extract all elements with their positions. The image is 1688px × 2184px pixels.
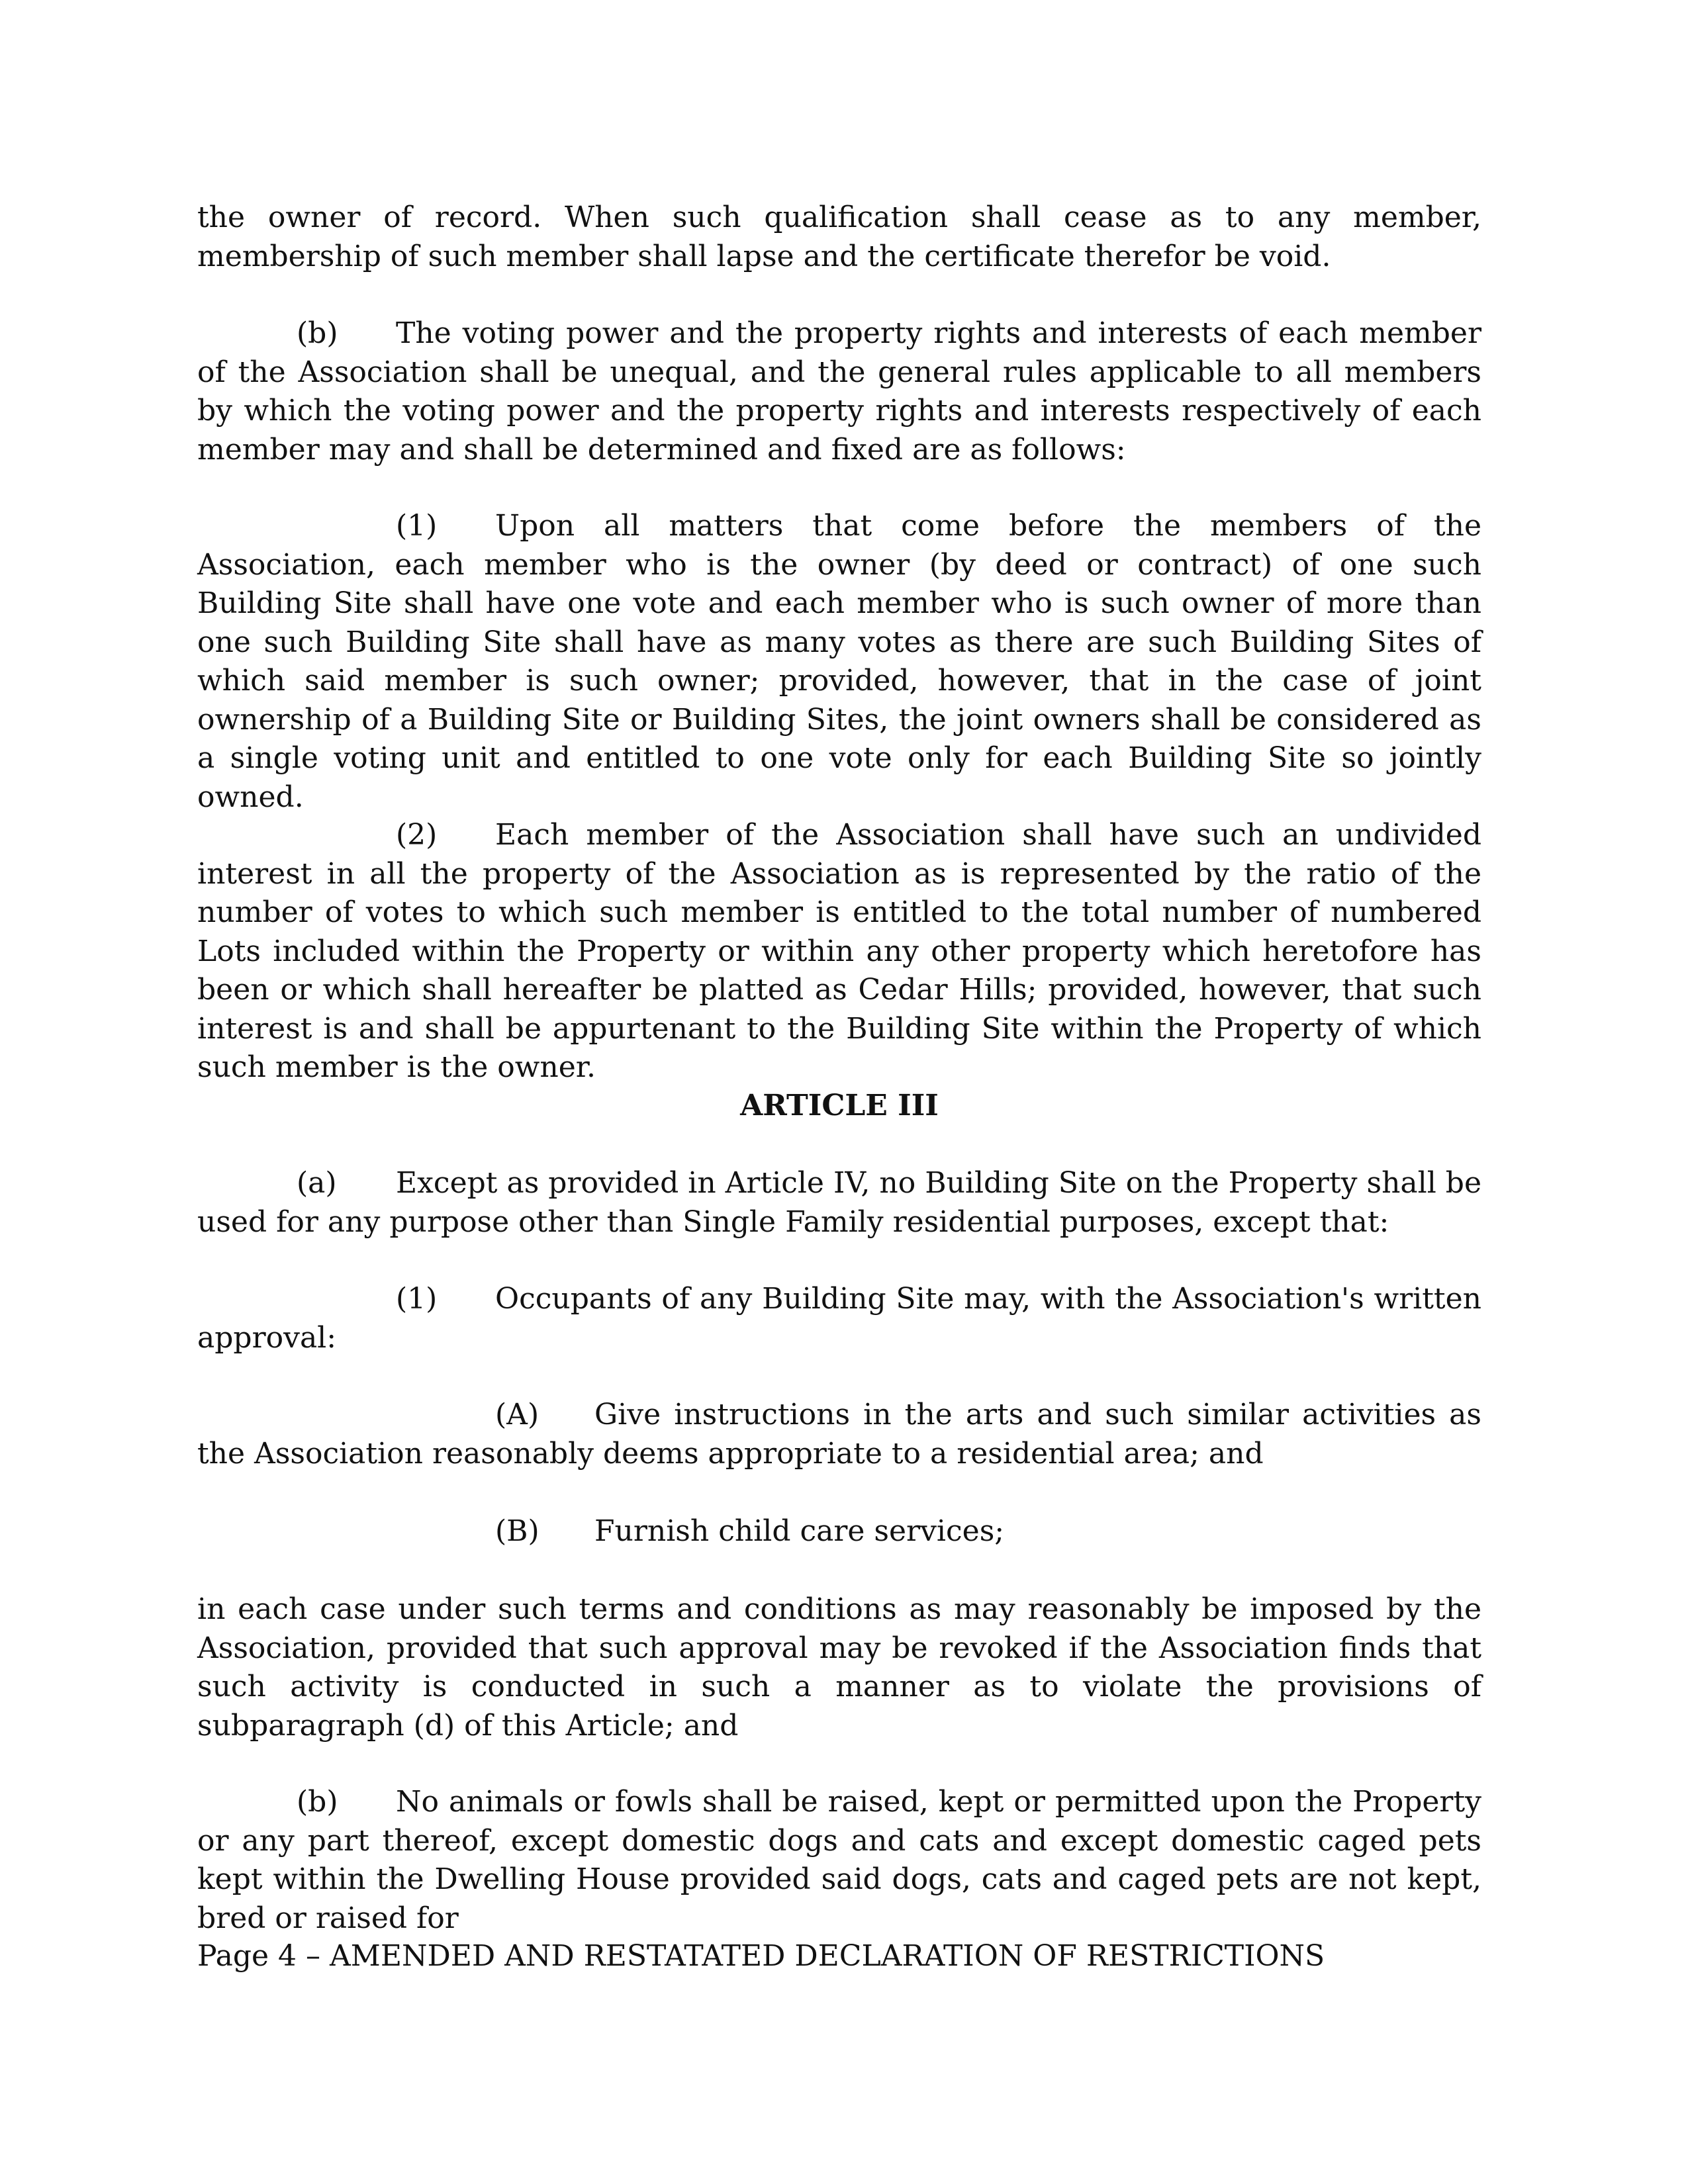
paragraph-A-instructions: (A) Give instructions in the arts and such similar activities as the Association reasonably deems appropriate to a residential area; and: [197, 1396, 1481, 1473]
paragraph-B-child-care: (B) Furnish child care services;: [197, 1512, 1481, 1551]
page-footer: Page 4 – AMENDED AND RESTATATED DECLARATION OF RESTRICTIONS: [197, 1939, 1325, 1973]
item-label: (a): [297, 1166, 337, 1200]
item-label: (B): [495, 1514, 539, 1548]
item-label: (b): [297, 316, 338, 350]
paragraph-b-animals: (b) No animals or fowls shall be raised, kept or permitted upon the Property or any part thereof, except domestic dogs and cats and except domestic caged pets kept within the Dwelling House provided said dogs, cats and caged pets are not kept, bred or raised for: [197, 1783, 1481, 1938]
paragraph-terms-conditions: in each case under such terms and conditions as may reasonably be imposed by the Association, provided that such approval may be revoked if the Association finds that such activity is conducted in such a manner as to violate the provisions of subparagraph (d) of this Article; and: [197, 1592, 1481, 1743]
item-label: (b): [297, 1785, 338, 1819]
item-label: (1): [396, 1282, 438, 1316]
paragraph-1-occupants: (1) Occupants of any Building Site may, with the Association's written approval:: [197, 1280, 1481, 1357]
item-label: (A): [495, 1398, 539, 1432]
paragraph-b-voting-power: (b) The voting power and the property rights and interests of each member of the Association shall be unequal, and the general rules applicable to all members by which the voting power and the property rights and interests respectively of each member may and shall be determined and fixed are as follows:: [197, 314, 1481, 469]
item-label: (2): [396, 818, 438, 852]
paragraph-2-undivided-interest: (2) Each member of the Association shall have such an undivided interest in all the property of the Association as is represented by the ratio of the number of votes to which such member is entitled to the total number of numbered Lots included within the Property or within any other property which heretofore has been or which shall hereafter be platted as Cedar Hills; provided, however, that such interest is and shall be appurtenant to the Building Site within the Property of which such member is the owner.: [197, 816, 1481, 1087]
paragraph-a-building-site: (a) Except as provided in Article IV, no Building Site on the Property shall be used for any purpose other than Single Family residential purposes, except that:: [197, 1164, 1481, 1242]
paragraph-1-matters: (1) Upon all matters that come before the members of the Association, each member who is the owner (by deed or contract) of one such Building Site shall have one vote and each member who is such owner of more than one such Building Site shall have as many votes as there are such Building Sites of which said member is such owner; provided, however, that in the case of joint ownership of a Building Site or Building Sites, the joint owners shall be considered as a single voting unit and entitled to one vote only for each Building Site so jointly owned.: [197, 507, 1481, 817]
item-label: (1): [396, 509, 438, 543]
paragraph-owner-of-record: the owner of record. When such qualification shall cease as to any member, membership of such member shall lapse and the certificate therefor be void.: [197, 201, 1481, 273]
article-heading: ARTICLE III: [740, 1089, 939, 1122]
